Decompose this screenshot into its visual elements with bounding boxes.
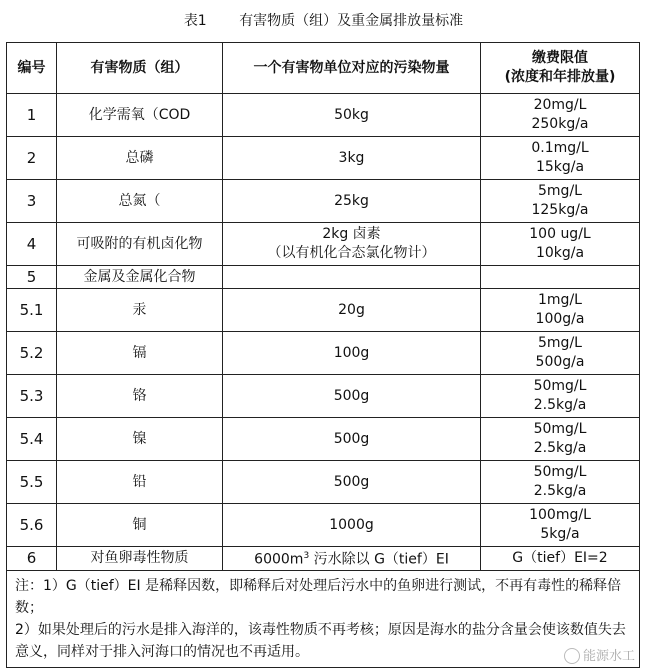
- table-row: [7, 375, 640, 418]
- table-notes: [7, 570, 640, 667]
- row-limit-annual: 2.5kg/a: [533, 483, 587, 499]
- row-limit-annual: 2.5kg/a: [533, 397, 587, 413]
- row-substance: 金属及金属化合物: [57, 266, 223, 289]
- row-limit: [481, 418, 640, 461]
- header-limit-line1: 缴费限值: [532, 50, 588, 66]
- table-row: [7, 223, 640, 266]
- row-limit-annual: 15kg/a: [535, 159, 585, 175]
- row-substance: 对鱼卵毒性物质: [57, 547, 223, 571]
- row-limit: [481, 461, 640, 504]
- row-limit: [481, 266, 640, 289]
- row-substance: 总磷: [57, 137, 223, 180]
- row-amount: 1000g: [223, 504, 481, 547]
- row-amount: [223, 547, 481, 571]
- wechat-icon: [564, 648, 580, 664]
- row-amount: 500g: [223, 418, 481, 461]
- row-amount: [223, 266, 481, 289]
- row-amount: 100g: [223, 332, 481, 375]
- row-amount-note: （以有机化合态氯化物计）: [267, 245, 436, 261]
- emission-standard-table: [6, 42, 640, 668]
- row-limit: [481, 94, 640, 137]
- row-limit-annual: 5kg/a: [540, 526, 580, 542]
- header-row: [7, 43, 640, 94]
- row-limit-concentration: 50mg/L: [533, 464, 587, 480]
- note-1: 注：1）G（tief）EI 是稀释因数，即稀释后对处理后污水中的鱼卵进行测试，不再有毒性的稀释倍数；: [15, 577, 622, 616]
- row-id: 6: [7, 547, 57, 571]
- row-limit-annual: 500g/a: [535, 354, 585, 370]
- row-id: 5: [7, 266, 57, 289]
- row-substance: 总氮（: [57, 180, 223, 223]
- row-amount: 50kg: [223, 94, 481, 137]
- row-id: 5.3: [7, 375, 57, 418]
- row-id: 5.4: [7, 418, 57, 461]
- note-2: 2）如果处理后的污水是排入海洋的，该毒性物质不再考核；原因是海水的盐分含量会使该数值失去意义，同样对于排入河海口的情况也不再适用。: [15, 621, 626, 660]
- row-id: 5.5: [7, 461, 57, 504]
- row-substance: 镍: [57, 418, 223, 461]
- row-limit-annual: 10kg/a: [535, 245, 585, 261]
- row-amount: 3kg: [223, 137, 481, 180]
- row-amount-divisor: 污水除以 G（tief）EI: [313, 551, 449, 568]
- table-row: [7, 180, 640, 223]
- row-limit-concentration: 100 ug/L: [529, 226, 591, 242]
- header-id: 编号: [7, 43, 57, 94]
- caption-label: 表1: [183, 13, 207, 29]
- table-row: [7, 332, 640, 375]
- header-amount: 一个有害物单位对应的污染物量: [223, 43, 481, 94]
- row-limit-concentration: 5mg/L: [538, 183, 582, 199]
- row-limit: [481, 504, 640, 547]
- row-limit-annual: 100g/a: [535, 311, 585, 327]
- row-amount-exponent: 3: [303, 551, 310, 561]
- row-limit-concentration: 100mg/L: [529, 507, 591, 523]
- row-limit-annual: 2.5kg/a: [533, 440, 587, 456]
- row-id: 1: [7, 94, 57, 137]
- table-row: [7, 418, 640, 461]
- row-limit-concentration: 50mg/L: [533, 378, 587, 394]
- row-amount: [223, 223, 481, 266]
- row-substance: 镉: [57, 332, 223, 375]
- row-limit-annual: 125kg/a: [531, 202, 589, 218]
- row-limit-concentration: 50mg/L: [533, 421, 587, 437]
- row-id: 2: [7, 137, 57, 180]
- row-amount: 500g: [223, 375, 481, 418]
- row-limit: [481, 375, 640, 418]
- table-row: [7, 461, 640, 504]
- table-row: [7, 137, 640, 180]
- row-id: 5.6: [7, 504, 57, 547]
- table-row: [7, 289, 640, 332]
- watermark-text: 能源水工: [582, 648, 635, 664]
- row-substance: 化学需氧（COD: [57, 94, 223, 137]
- table-row: [7, 266, 640, 289]
- row-limit-concentration: 20mg/L: [533, 97, 587, 113]
- row-limit: [481, 289, 640, 332]
- row-limit: [481, 137, 640, 180]
- row-id: 5.1: [7, 289, 57, 332]
- row-limit-concentration: 1mg/L: [538, 292, 582, 308]
- row-substance: 可吸附的有机卤化物: [57, 223, 223, 266]
- table-caption: [0, 10, 647, 30]
- row-substance: 汞: [57, 289, 223, 332]
- row-amount-volume: 6000m: [254, 551, 304, 568]
- row-substance: 铅: [57, 461, 223, 504]
- table-row: [7, 504, 640, 547]
- table-row: [7, 547, 640, 571]
- header-limit: [481, 43, 640, 94]
- row-limit-annual: 250kg/a: [531, 116, 589, 132]
- row-limit-concentration: 0.1mg/L: [531, 140, 589, 156]
- notes-row: [7, 570, 640, 667]
- header-substance: 有害物质（组）: [57, 43, 223, 94]
- header-limit-line2: (浓度和年排放量): [504, 69, 616, 85]
- row-limit: [481, 332, 640, 375]
- row-amount: 500g: [223, 461, 481, 504]
- row-limit-concentration: 5mg/L: [538, 335, 582, 351]
- caption-title: 有害物质（组）及重金属排放量标准: [239, 13, 464, 29]
- table-row: [7, 94, 640, 137]
- row-limit: G（tief）EI=2: [481, 547, 640, 571]
- row-amount: 25kg: [223, 180, 481, 223]
- row-id: 4: [7, 223, 57, 266]
- row-limit: [481, 180, 640, 223]
- row-id: 5.2: [7, 332, 57, 375]
- watermark: [564, 645, 635, 665]
- row-substance: 铬: [57, 375, 223, 418]
- row-substance: 铜: [57, 504, 223, 547]
- row-id: 3: [7, 180, 57, 223]
- row-amount-main: 2kg 卤素: [322, 226, 381, 242]
- row-amount: 20g: [223, 289, 481, 332]
- row-limit: [481, 223, 640, 266]
